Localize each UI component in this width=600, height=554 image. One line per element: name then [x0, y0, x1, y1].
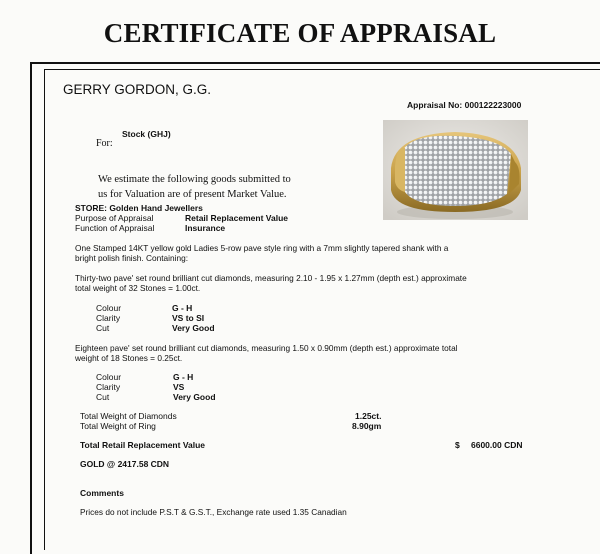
diamond-pave-ring-photo: [383, 120, 528, 220]
for-label: For:: [96, 138, 113, 149]
description-line-1: One Stamped 14KT yellow gold Ladies 5-row pave style ring with a 7mm slightly tapered shank with a: [75, 243, 449, 253]
spec-label: Cut: [96, 323, 110, 333]
description-line-2: bright polish finish. Containing:: [75, 253, 188, 263]
diamond-weight-label: Total Weight of Diamonds: [80, 411, 177, 421]
total-value-label: Total Retail Replacement Value: [80, 440, 206, 450]
spec-value: Very Good: [173, 392, 216, 402]
spec-label: Clarity: [96, 313, 121, 323]
ring-weight-value: 8.90gm: [352, 421, 382, 431]
ring-weight-label: Total Weight of Ring: [80, 421, 156, 431]
purpose-value: Retail Replacement Value: [185, 213, 288, 223]
store-name: STORE: Golden Hand Jewellers: [75, 203, 203, 213]
spec-label: Clarity: [96, 382, 121, 392]
diamond-group-2-line-2: weight of 18 Stones = 0.25ct.: [75, 353, 183, 363]
appraiser-name: GERRY GORDON, G.G.: [63, 82, 212, 97]
function-value: Insurance: [185, 223, 226, 233]
purpose-label: Purpose of Appraisal: [75, 213, 154, 223]
comments-text: Prices do not include P.S.T & G.S.T., Exchange rate used 1.35 Canadian: [80, 507, 347, 517]
for-value: Stock (GHJ): [122, 129, 171, 139]
spec-label: Colour: [96, 372, 122, 382]
diamond-weight-value: 1.25ct.: [355, 411, 382, 421]
spec-value: VS to SI: [172, 313, 205, 323]
spec-value: G - H: [173, 372, 194, 382]
total-value: 6600.00 CDN: [471, 440, 523, 450]
spec-value: VS: [173, 382, 185, 392]
spec-label: Colour: [96, 303, 122, 313]
function-label: Function of Appraisal: [75, 223, 155, 233]
certificate-title: CERTIFICATE OF APPRAISAL: [103, 18, 497, 48]
diamond-group-1-line-1: Thirty-two pave' set round brilliant cut diamonds, measuring 2.10 - 1.95 x 1.27mm (depth est.) approximate: [75, 273, 467, 283]
appraisal-number: Appraisal No: 000122223000: [407, 100, 522, 110]
spec-label: Cut: [96, 392, 110, 402]
diamond-group-2-line-1: Eighteen pave' set round brilliant cut diamonds, measuring 1.50 x 0.90mm (depth est.) approximate total: [75, 343, 458, 353]
total-currency: $: [455, 440, 460, 450]
spec-value: Very Good: [172, 323, 215, 333]
gold-price: GOLD @ 2417.58 CDN: [80, 459, 170, 469]
comments-heading: Comments: [80, 488, 124, 498]
statement-line-2: us for Valuation are of present Market Value.: [98, 189, 287, 200]
diamond-group-1-line-2: total weight of 32 Stones = 1.00ct.: [75, 283, 201, 293]
spec-value: G - H: [172, 303, 193, 313]
statement-line-1: We estimate the following goods submitted to: [98, 174, 291, 185]
